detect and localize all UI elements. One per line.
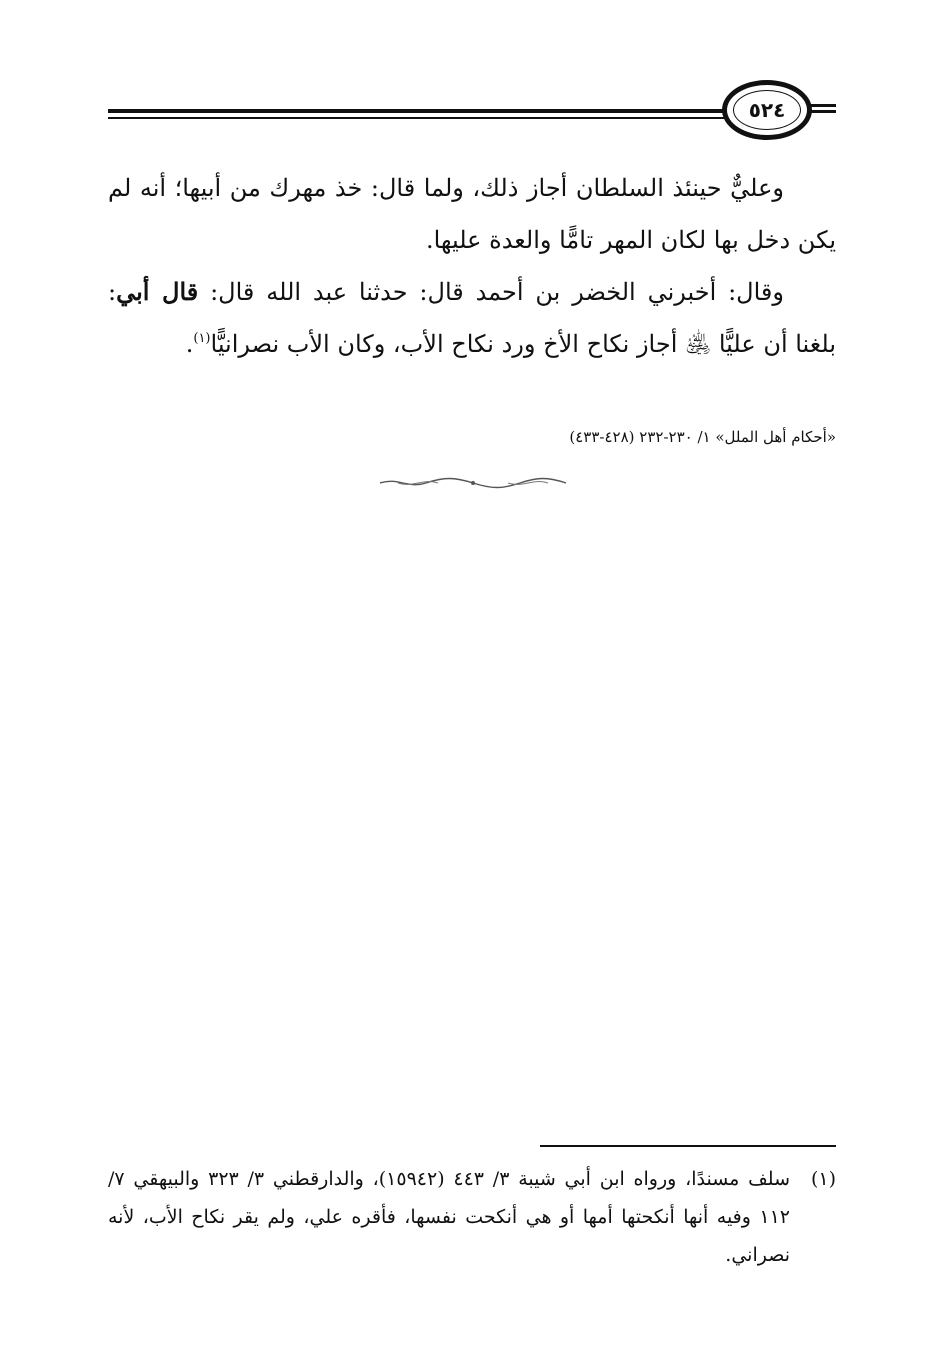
header-rule-tail: [808, 104, 836, 114]
paragraph-2-text: : بلغنا أن عليًّا ﵁ أجاز نكاح الأخ ورد نكاح الأب، وكان الأب نصرانيًّا: [108, 278, 836, 358]
paragraph-2-intro: وقال: أخبرني الخضر بن أحمد قال: حدثنا عبد الله قال:: [198, 278, 784, 306]
paragraph-2-end: .: [185, 330, 194, 358]
main-text: [108, 162, 836, 370]
page-number-badge: [722, 80, 812, 140]
header-rule-thick: [108, 109, 726, 113]
source-citation: «أحكام أهل الملل» ١/ ٢٣٠-٢٣٢ (٤٢٨-٤٣٣): [569, 428, 836, 446]
section-divider-ornament: [378, 476, 568, 490]
header-rule-thin: [108, 117, 726, 119]
footnote-separator: [540, 1145, 836, 1147]
page-number: ٥٢٤: [748, 98, 786, 122]
footnote-marker: (١): [810, 1168, 836, 1190]
paragraph-2-bold-phrase: قال أبي: [116, 277, 199, 306]
footnote-reference[interactable]: (١): [193, 331, 211, 346]
footnote-text: سلف مسندًا، ورواه ابن أبي شيبة ٣/ ٤٤٣ (١٥٩٤٢)، والدارقطني ٣/ ٣٢٣ والبيهقي ٧/ ١١٢ وفيه أنها أنكحتها أمها أو هي أنكحت نفسها، فأقره علي، ولم يقر نكاح الأب، لأنه نصراني.: [108, 1168, 790, 1266]
footnote-1: [108, 1160, 836, 1274]
paragraph-2: [108, 266, 836, 370]
header-rule: [108, 109, 726, 119]
paragraph-1: وعليٌّ حينئذ السلطان أجاز ذلك، ولما قال: خذ مهرك من أبيها؛ أنه لم يكن دخل بها لكان المهر تامًّا والعدة عليها.: [108, 174, 836, 254]
